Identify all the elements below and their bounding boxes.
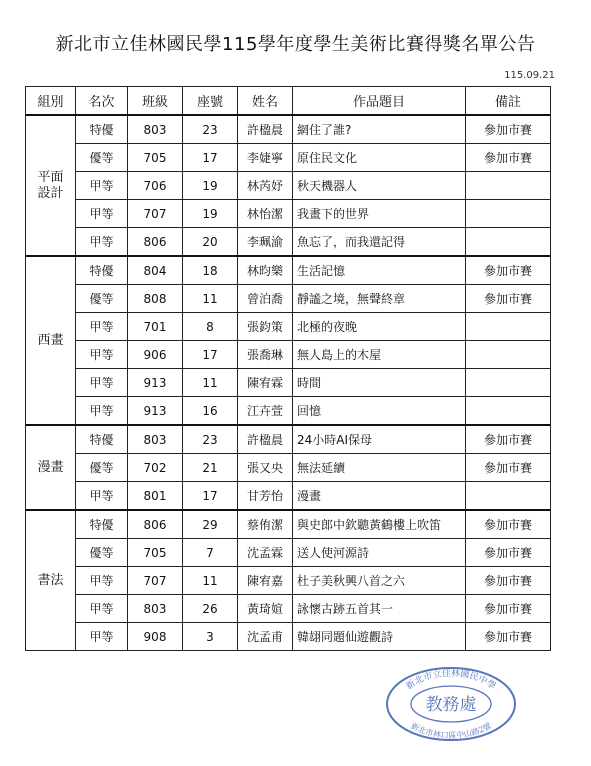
- group-name-cell: 平面 設計: [26, 115, 76, 256]
- table-row: [26, 539, 551, 567]
- class-cell: 906: [128, 341, 183, 369]
- seat-cell: 23: [183, 425, 238, 454]
- rank-cell: 甲等: [76, 623, 128, 651]
- header-name: 姓名: [238, 87, 293, 116]
- student-name-cell: 張鈞策: [238, 313, 293, 341]
- note-cell: [466, 341, 551, 369]
- table-row: [26, 425, 551, 454]
- note-cell: 參加市賽: [466, 454, 551, 482]
- header-group: 組別: [26, 87, 76, 116]
- work-title-cell: 生活記憶: [293, 256, 466, 285]
- seat-cell: 17: [183, 482, 238, 511]
- header-class: 班級: [128, 87, 183, 116]
- class-cell: 705: [128, 539, 183, 567]
- student-name-cell: 陳宥嘉: [238, 567, 293, 595]
- note-cell: 參加市賽: [466, 510, 551, 539]
- class-cell: 707: [128, 567, 183, 595]
- table-row: [26, 369, 551, 397]
- class-cell: 701: [128, 313, 183, 341]
- work-title-cell: 無人島上的木屋: [293, 341, 466, 369]
- student-name-cell: 林昀樂: [238, 256, 293, 285]
- seat-cell: 3: [183, 623, 238, 651]
- rank-cell: 優等: [76, 539, 128, 567]
- rank-cell: 甲等: [76, 172, 128, 200]
- group-name-cell: 漫畫: [26, 425, 76, 510]
- rank-cell: 特優: [76, 425, 128, 454]
- seat-cell: 17: [183, 144, 238, 172]
- student-name-cell: 林怡潔: [238, 200, 293, 228]
- group-name-cell: 書法: [26, 510, 76, 651]
- work-title-cell: 時間: [293, 369, 466, 397]
- group-name-cell: 西畫: [26, 256, 76, 425]
- note-cell: [466, 172, 551, 200]
- note-cell: 參加市賽: [466, 115, 551, 144]
- rank-cell: 甲等: [76, 200, 128, 228]
- class-cell: 803: [128, 595, 183, 623]
- rank-cell: 甲等: [76, 567, 128, 595]
- table-row: [26, 228, 551, 257]
- student-name-cell: 李婕寧: [238, 144, 293, 172]
- student-name-cell: 許楹晨: [238, 115, 293, 144]
- student-name-cell: 江卉萱: [238, 397, 293, 426]
- table-row: [26, 115, 551, 144]
- seat-cell: 19: [183, 200, 238, 228]
- class-cell: 806: [128, 228, 183, 257]
- rank-cell: 特優: [76, 115, 128, 144]
- table-row: [26, 454, 551, 482]
- class-cell: 803: [128, 425, 183, 454]
- student-name-cell: 曾泊喬: [238, 285, 293, 313]
- class-cell: 705: [128, 144, 183, 172]
- student-name-cell: 蔡侑潔: [238, 510, 293, 539]
- note-cell: 參加市賽: [466, 144, 551, 172]
- student-name-cell: 李珮渝: [238, 228, 293, 257]
- seat-cell: 20: [183, 228, 238, 257]
- stamp-bottom-text: 新北市林口區中山路2號: [409, 721, 493, 741]
- student-name-cell: 許楹晨: [238, 425, 293, 454]
- seat-cell: 26: [183, 595, 238, 623]
- seat-cell: 7: [183, 539, 238, 567]
- table-row: [26, 200, 551, 228]
- table-row: [26, 595, 551, 623]
- seat-cell: 11: [183, 285, 238, 313]
- note-cell: [466, 369, 551, 397]
- work-title-cell: 漫畫: [293, 482, 466, 511]
- student-name-cell: 沈孟霖: [238, 539, 293, 567]
- class-cell: 908: [128, 623, 183, 651]
- rank-cell: 甲等: [76, 228, 128, 257]
- announcement-date: 115.09.21: [504, 70, 555, 81]
- note-cell: 參加市賽: [466, 595, 551, 623]
- work-title-cell: 靜謐之境，無聲終章: [293, 285, 466, 313]
- stamp-top-text: 新北市立佳林國民中學: [404, 668, 498, 693]
- header-rank: 名次: [76, 87, 128, 116]
- rank-cell: 甲等: [76, 595, 128, 623]
- class-cell: 706: [128, 172, 183, 200]
- student-name-cell: 陳宥霖: [238, 369, 293, 397]
- rank-cell: 甲等: [76, 482, 128, 511]
- note-cell: [466, 397, 551, 426]
- table-body: [26, 115, 551, 651]
- class-cell: 702: [128, 454, 183, 482]
- table-row: [26, 482, 551, 511]
- class-cell: 806: [128, 510, 183, 539]
- student-name-cell: 黃琦媗: [238, 595, 293, 623]
- seat-cell: 21: [183, 454, 238, 482]
- rank-cell: 優等: [76, 454, 128, 482]
- table-row: [26, 510, 551, 539]
- class-cell: 803: [128, 115, 183, 144]
- header-work-title: 作品題目: [293, 87, 466, 116]
- seat-cell: 19: [183, 172, 238, 200]
- work-title-cell: 魚忘了，而我還記得: [293, 228, 466, 257]
- work-title-cell: 杜子美秋興八首之六: [293, 567, 466, 595]
- document-title: 新北市立佳林國民學115學年度學生美術比賽得獎名單公告: [55, 34, 536, 55]
- class-cell: 801: [128, 482, 183, 511]
- student-name-cell: 張喬琳: [238, 341, 293, 369]
- class-cell: 707: [128, 200, 183, 228]
- note-cell: 參加市賽: [466, 425, 551, 454]
- work-title-cell: 原住民文化: [293, 144, 466, 172]
- header-seat: 座號: [183, 87, 238, 116]
- table-row: [26, 172, 551, 200]
- work-title-cell: 北極的夜晚: [293, 313, 466, 341]
- table-row: [26, 567, 551, 595]
- student-name-cell: 沈孟甫: [238, 623, 293, 651]
- work-title-cell: 送人使河源詩: [293, 539, 466, 567]
- seat-cell: 17: [183, 341, 238, 369]
- table-row: [26, 341, 551, 369]
- work-title-cell: 與史郎中欽聽黃鶴樓上吹笛: [293, 510, 466, 539]
- seat-cell: 23: [183, 115, 238, 144]
- student-name-cell: 甘芳怡: [238, 482, 293, 511]
- work-title-cell: 詠懷古跡五首其一: [293, 595, 466, 623]
- class-cell: 808: [128, 285, 183, 313]
- work-title-cell: 24小時AI保母: [293, 425, 466, 454]
- rank-cell: 特優: [76, 256, 128, 285]
- stamp-center-text: 教務處: [425, 695, 477, 715]
- rank-cell: 甲等: [76, 369, 128, 397]
- rank-cell: 優等: [76, 285, 128, 313]
- table-row: [26, 256, 551, 285]
- rank-cell: 特優: [76, 510, 128, 539]
- rank-cell: 甲等: [76, 313, 128, 341]
- seat-cell: 29: [183, 510, 238, 539]
- table-row: [26, 285, 551, 313]
- note-cell: [466, 482, 551, 511]
- seat-cell: 11: [183, 567, 238, 595]
- work-title-cell: 秋天機器人: [293, 172, 466, 200]
- class-cell: 804: [128, 256, 183, 285]
- table-row: [26, 623, 551, 651]
- rank-cell: 甲等: [76, 341, 128, 369]
- work-title-cell: 我畫下的世界: [293, 200, 466, 228]
- note-cell: 參加市賽: [466, 285, 551, 313]
- table-row: [26, 313, 551, 341]
- work-title-cell: 無法延續: [293, 454, 466, 482]
- seat-cell: 16: [183, 397, 238, 426]
- table-row: [26, 144, 551, 172]
- seat-cell: 18: [183, 256, 238, 285]
- rank-cell: 優等: [76, 144, 128, 172]
- award-table: [25, 86, 551, 651]
- work-title-cell: 韓翃同題仙遊觀詩: [293, 623, 466, 651]
- note-cell: 參加市賽: [466, 539, 551, 567]
- note-cell: [466, 228, 551, 257]
- student-name-cell: 林芮妤: [238, 172, 293, 200]
- school-seal-stamp: [384, 662, 518, 742]
- seat-cell: 8: [183, 313, 238, 341]
- note-cell: [466, 313, 551, 341]
- class-cell: 913: [128, 397, 183, 426]
- header-note: 備註: [466, 87, 551, 116]
- note-cell: 參加市賽: [466, 567, 551, 595]
- note-cell: 參加市賽: [466, 256, 551, 285]
- student-name-cell: 張又央: [238, 454, 293, 482]
- rank-cell: 甲等: [76, 397, 128, 426]
- table-row: [26, 397, 551, 426]
- table-header-row: [26, 87, 551, 116]
- note-cell: [466, 200, 551, 228]
- svg-text:新北市立佳林國民中學: [403, 667, 497, 692]
- seat-cell: 11: [183, 369, 238, 397]
- work-title-cell: 回憶: [293, 397, 466, 426]
- class-cell: 913: [128, 369, 183, 397]
- note-cell: 參加市賽: [466, 623, 551, 651]
- work-title-cell: 網住了誰?: [293, 115, 466, 144]
